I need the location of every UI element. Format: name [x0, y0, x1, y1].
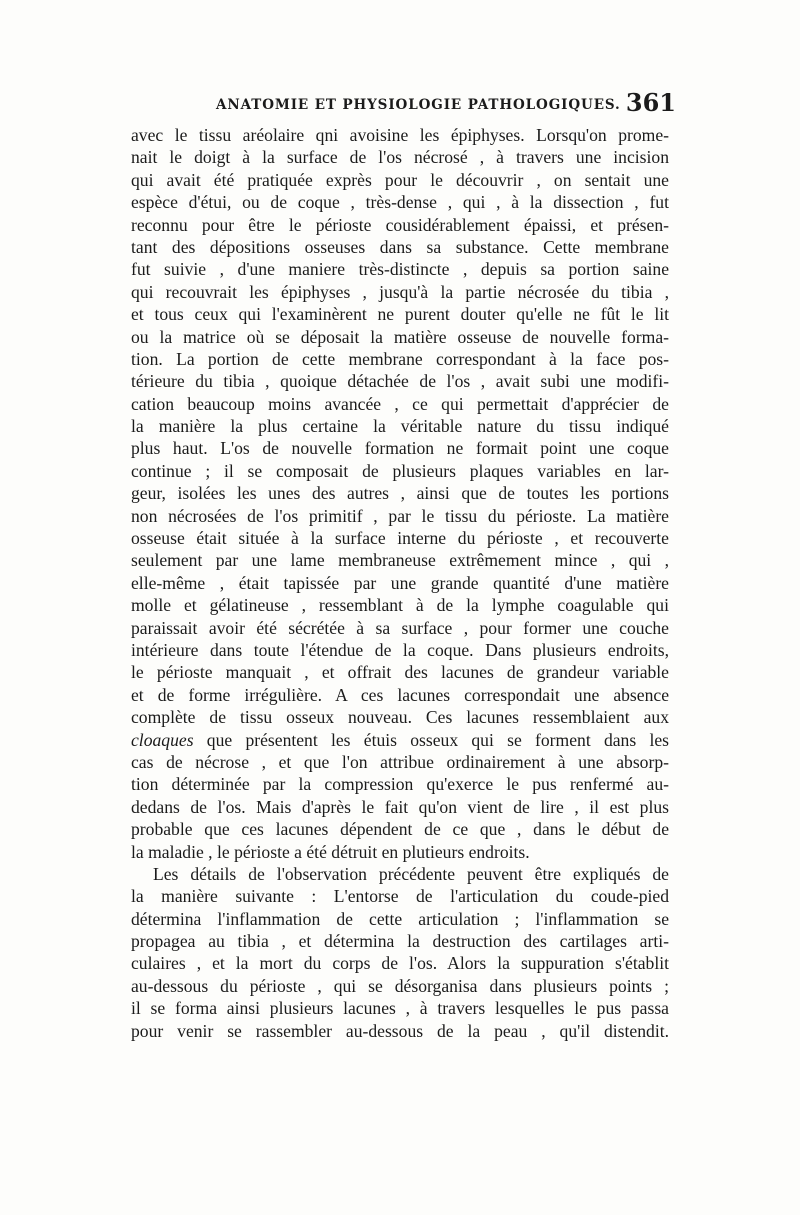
text-line: cas de nécrose , et que l'on attribue ordinairement à une absorp- [131, 751, 669, 772]
text-line: et de forme irrégulière. A ces lacunes correspondait une absence [131, 684, 669, 705]
text-line: continue ; il se composait de plusieurs plaques variables en lar- [131, 460, 669, 481]
text-line: molle et gélatineuse , ressemblant à de la lymphe coagulable qui [131, 595, 669, 616]
text-line: espèce d'étui, ou de coque , très-dense , qui , à la dissection , fut [131, 192, 669, 213]
text-line-with-italic [131, 729, 669, 751]
page-header [216, 88, 676, 121]
text-line: et tous ceux qui l'examinèrent ne purent douter qu'elle ne fût le lit [131, 304, 669, 325]
text-line: cation beaucoup moins avancée , ce qui permettait d'apprécier de [131, 393, 669, 414]
text-line: tion. La portion de cette membrane correspondant à la face pos- [131, 348, 669, 369]
text-line: complète de tissu osseux nouveau. Ces lacunes ressemblaient aux [131, 707, 669, 728]
text-line: paraissait avoir été sécrétée à sa surface , pour former une couche [131, 617, 669, 638]
text-line: avec le tissu aréolaire qni avoisine les épiphyses. Lorsqu'on prome- [131, 125, 669, 145]
body-text [131, 124, 669, 1042]
text-line: nait le doigt à la surface de l'os nécrosé , à travers une incision [131, 147, 669, 168]
text-line-rest: que présentent les étuis osseux qui se forment dans les [206, 729, 669, 750]
paragraph-end-line: la maladie , le périoste a été détruit en plutieurs endroits. [131, 841, 530, 862]
text-line: osseuse était située à la surface interne du périoste , et recouverte [131, 528, 669, 549]
text-line: qui avait été pratiquée exprès pour le découvrir , on sentait une [131, 169, 669, 190]
text-line: probable que ces lacunes dépendent de ce que , dans le début de [131, 819, 669, 840]
italic-term: cloaques [131, 729, 194, 750]
text-line: geur, isolées les unes des autres , ainsi que de toutes les portions [131, 483, 669, 504]
text-line: culaires , et la mort du corps de l'os. Alors la suppuration s'établit [131, 953, 669, 974]
text-line: au-dessous du périoste , qui se désorganisa dans plusieurs points ; [131, 975, 669, 996]
text-line: la manière la plus certaine la véritable nature du tissu indiqué [131, 416, 669, 437]
text-line: seulement par une lame membraneuse extrêmement mince , qui , [131, 550, 669, 571]
page-number: 361 [625, 88, 676, 117]
text-line: pour venir se rassembler au-dessous de la peau , qu'il distendit. [131, 1020, 669, 1041]
text-line: ou la matrice où se déposait la matière osseuse de nouvelle forma- [131, 326, 669, 347]
text-line: la manière suivante : L'entorse de l'articulation du coude-pied [131, 886, 669, 907]
text-line: plus haut. L'os de nouvelle formation ne formait point une coque [131, 438, 669, 459]
text-line: dedans de l'os. Mais d'après le fait qu'on vient de lire , il est plus [131, 796, 669, 817]
text-line: tant des dépositions osseuses dans sa substance. Cette membrane [131, 236, 669, 257]
text-line: il se forma ainsi plusieurs lacunes , à travers lesquelles le pus passa [131, 998, 669, 1019]
text-line: reconnu pour être le périoste cousidérablement épaissi, et présen- [131, 214, 669, 235]
text-line: elle-même , était tapissée par une grande quantité d'une matière [131, 572, 669, 593]
text-line: intérieure dans toute l'étendue de la coque. Dans plusieurs endroits, [131, 639, 669, 660]
text-line: le périoste manquait , et offrait des lacunes de grandeur variable [131, 662, 669, 683]
text-line: non nécrosées de l'os primitif , par le tissu du périoste. La matière [131, 505, 669, 526]
text-line: détermina l'inflammation de cette articulation ; l'inflammation se [131, 908, 669, 929]
text-line: fut suivie , d'une maniere très-distincte , depuis sa portion saine [131, 259, 669, 280]
text-line: térieure du tibia , quoique détachée de l'os , avait subi une modifi- [131, 371, 669, 392]
text-line: propagea au tibia , et détermina la destruction des cartilages arti- [131, 931, 669, 952]
text-line: qui recouvrait les épiphyses , jusqu'à la partie nécrosée du tibia , [131, 281, 669, 302]
text-line: tion déterminée par la compression qu'exerce le pus renfermé au- [131, 774, 669, 795]
paragraph-start-line: Les détails de l'observation précédente peuvent être expliqués de [153, 863, 669, 884]
running-head: ANATOMIE ET PHYSIOLOGIE PATHOLOGIQUES. [216, 97, 621, 113]
